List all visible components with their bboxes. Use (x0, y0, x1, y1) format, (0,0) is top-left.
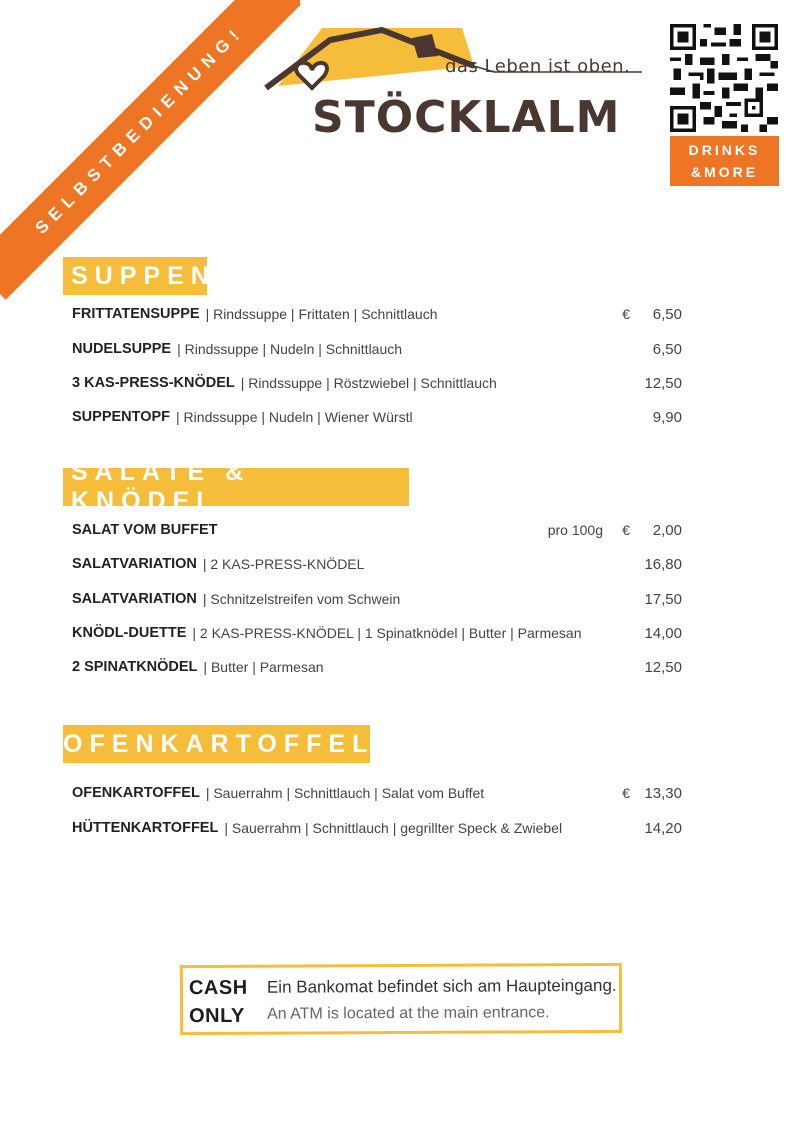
item-description: | 2 KAS-PRESS-KNÖDEL | 1 Spinatknödel | Butter | Parmesan (192, 625, 582, 641)
item-price: 6,50 (652, 340, 682, 358)
cash-label-line1: CASH (188, 976, 248, 1000)
menu-item (72, 621, 682, 645)
menu-item (72, 816, 682, 840)
item-name: SALATVARIATION (72, 556, 197, 572)
currency-symbol: € (622, 306, 630, 322)
section-title-ofenkartoffel: OFENKARTOFFEL (63, 725, 370, 763)
item-description: | 2 KAS-PRESS-KNÖDEL (202, 556, 365, 572)
item-description: | Butter | Parmesan (203, 659, 324, 675)
stocklalm-logo (262, 26, 652, 146)
item-price: 2,00 (652, 521, 682, 539)
cash-label-line2: ONLY (189, 1004, 245, 1028)
item-price: 9,90 (652, 408, 682, 426)
item-description: | Rindssuppe | Nudeln | Schnittlauch (177, 341, 403, 357)
item-name: 2 SPINATKNÖDEL (72, 659, 198, 675)
item-name: SALAT VOM BUFFET (72, 522, 218, 538)
item-price: 6,50 (652, 305, 682, 323)
cash-only-notice (180, 963, 622, 1035)
menu-item (72, 587, 682, 611)
atm-info-german: Ein Bankomat befindet sich am Haupteingang. (266, 975, 617, 997)
item-name: NUDELSUPPE (72, 341, 172, 357)
self-service-ribbon: SELBSTBEDIENUNG! (0, 0, 300, 300)
item-description: | Rindssuppe | Frittaten | Schnittlauch (205, 306, 438, 322)
cash-only-label (189, 974, 248, 1030)
drinks-more-line1: DRINKS (688, 142, 761, 158)
currency-symbol: € (622, 522, 630, 538)
item-unit: pro 100g (547, 522, 603, 538)
menu-item (72, 552, 682, 576)
item-name: OFENKARTOFFEL (72, 785, 200, 801)
menu-item (72, 405, 682, 429)
atm-info-english: An ATM is located at the main entrance. (267, 1004, 550, 1023)
section-title-salate-knoedel: SALATE & KNÖDEL (63, 468, 409, 506)
item-description: | Rindssuppe | Röstzwiebel | Schnittlauch (240, 375, 497, 391)
drinks-more-badge[interactable] (670, 136, 779, 186)
item-name: FRITTATENSUPPE (72, 306, 200, 322)
item-description: | Schnitzelstreifen vom Schwein (202, 591, 401, 607)
currency-symbol: € (622, 785, 630, 801)
item-price: 16,80 (644, 555, 682, 573)
section-title-suppen: SUPPEN (63, 257, 207, 295)
menu-item (72, 337, 682, 361)
corner-ribbon (0, 0, 300, 300)
item-price: 12,50 (644, 658, 682, 676)
item-description: | Sauerrahm | Schnittlauch | gegrillter Speck & Zwiebel (224, 820, 563, 836)
item-description: | Rindssuppe | Nudeln | Wiener Würstl (176, 409, 413, 425)
menu-item (72, 781, 682, 805)
logo-tagline: das Leben ist oben. (445, 56, 631, 77)
qr-code-icon[interactable] (670, 24, 778, 132)
menu-item (72, 655, 682, 679)
item-name: HÜTTENKARTOFFEL (72, 820, 219, 836)
menu-item (72, 371, 682, 395)
item-price: 13,30 (644, 784, 682, 802)
logo-brand-name: STÖCKLALM (312, 92, 621, 143)
item-price: 14,20 (644, 819, 682, 837)
item-price: 17,50 (644, 590, 682, 608)
item-description: | Sauerrahm | Schnittlauch | Salat vom Buffet (205, 785, 485, 801)
item-name: KNÖDL-DUETTE (72, 625, 187, 641)
menu-item (72, 518, 682, 542)
item-name: 3 KAS-PRESS-KNÖDEL (72, 375, 235, 391)
item-price: 12,50 (644, 374, 682, 392)
menu-item (72, 302, 682, 326)
item-name: SUPPENTOPF (72, 409, 171, 425)
item-price: 14,00 (644, 624, 682, 642)
item-name: SALATVARIATION (72, 591, 197, 607)
drinks-more-line2: &MORE (690, 164, 759, 180)
